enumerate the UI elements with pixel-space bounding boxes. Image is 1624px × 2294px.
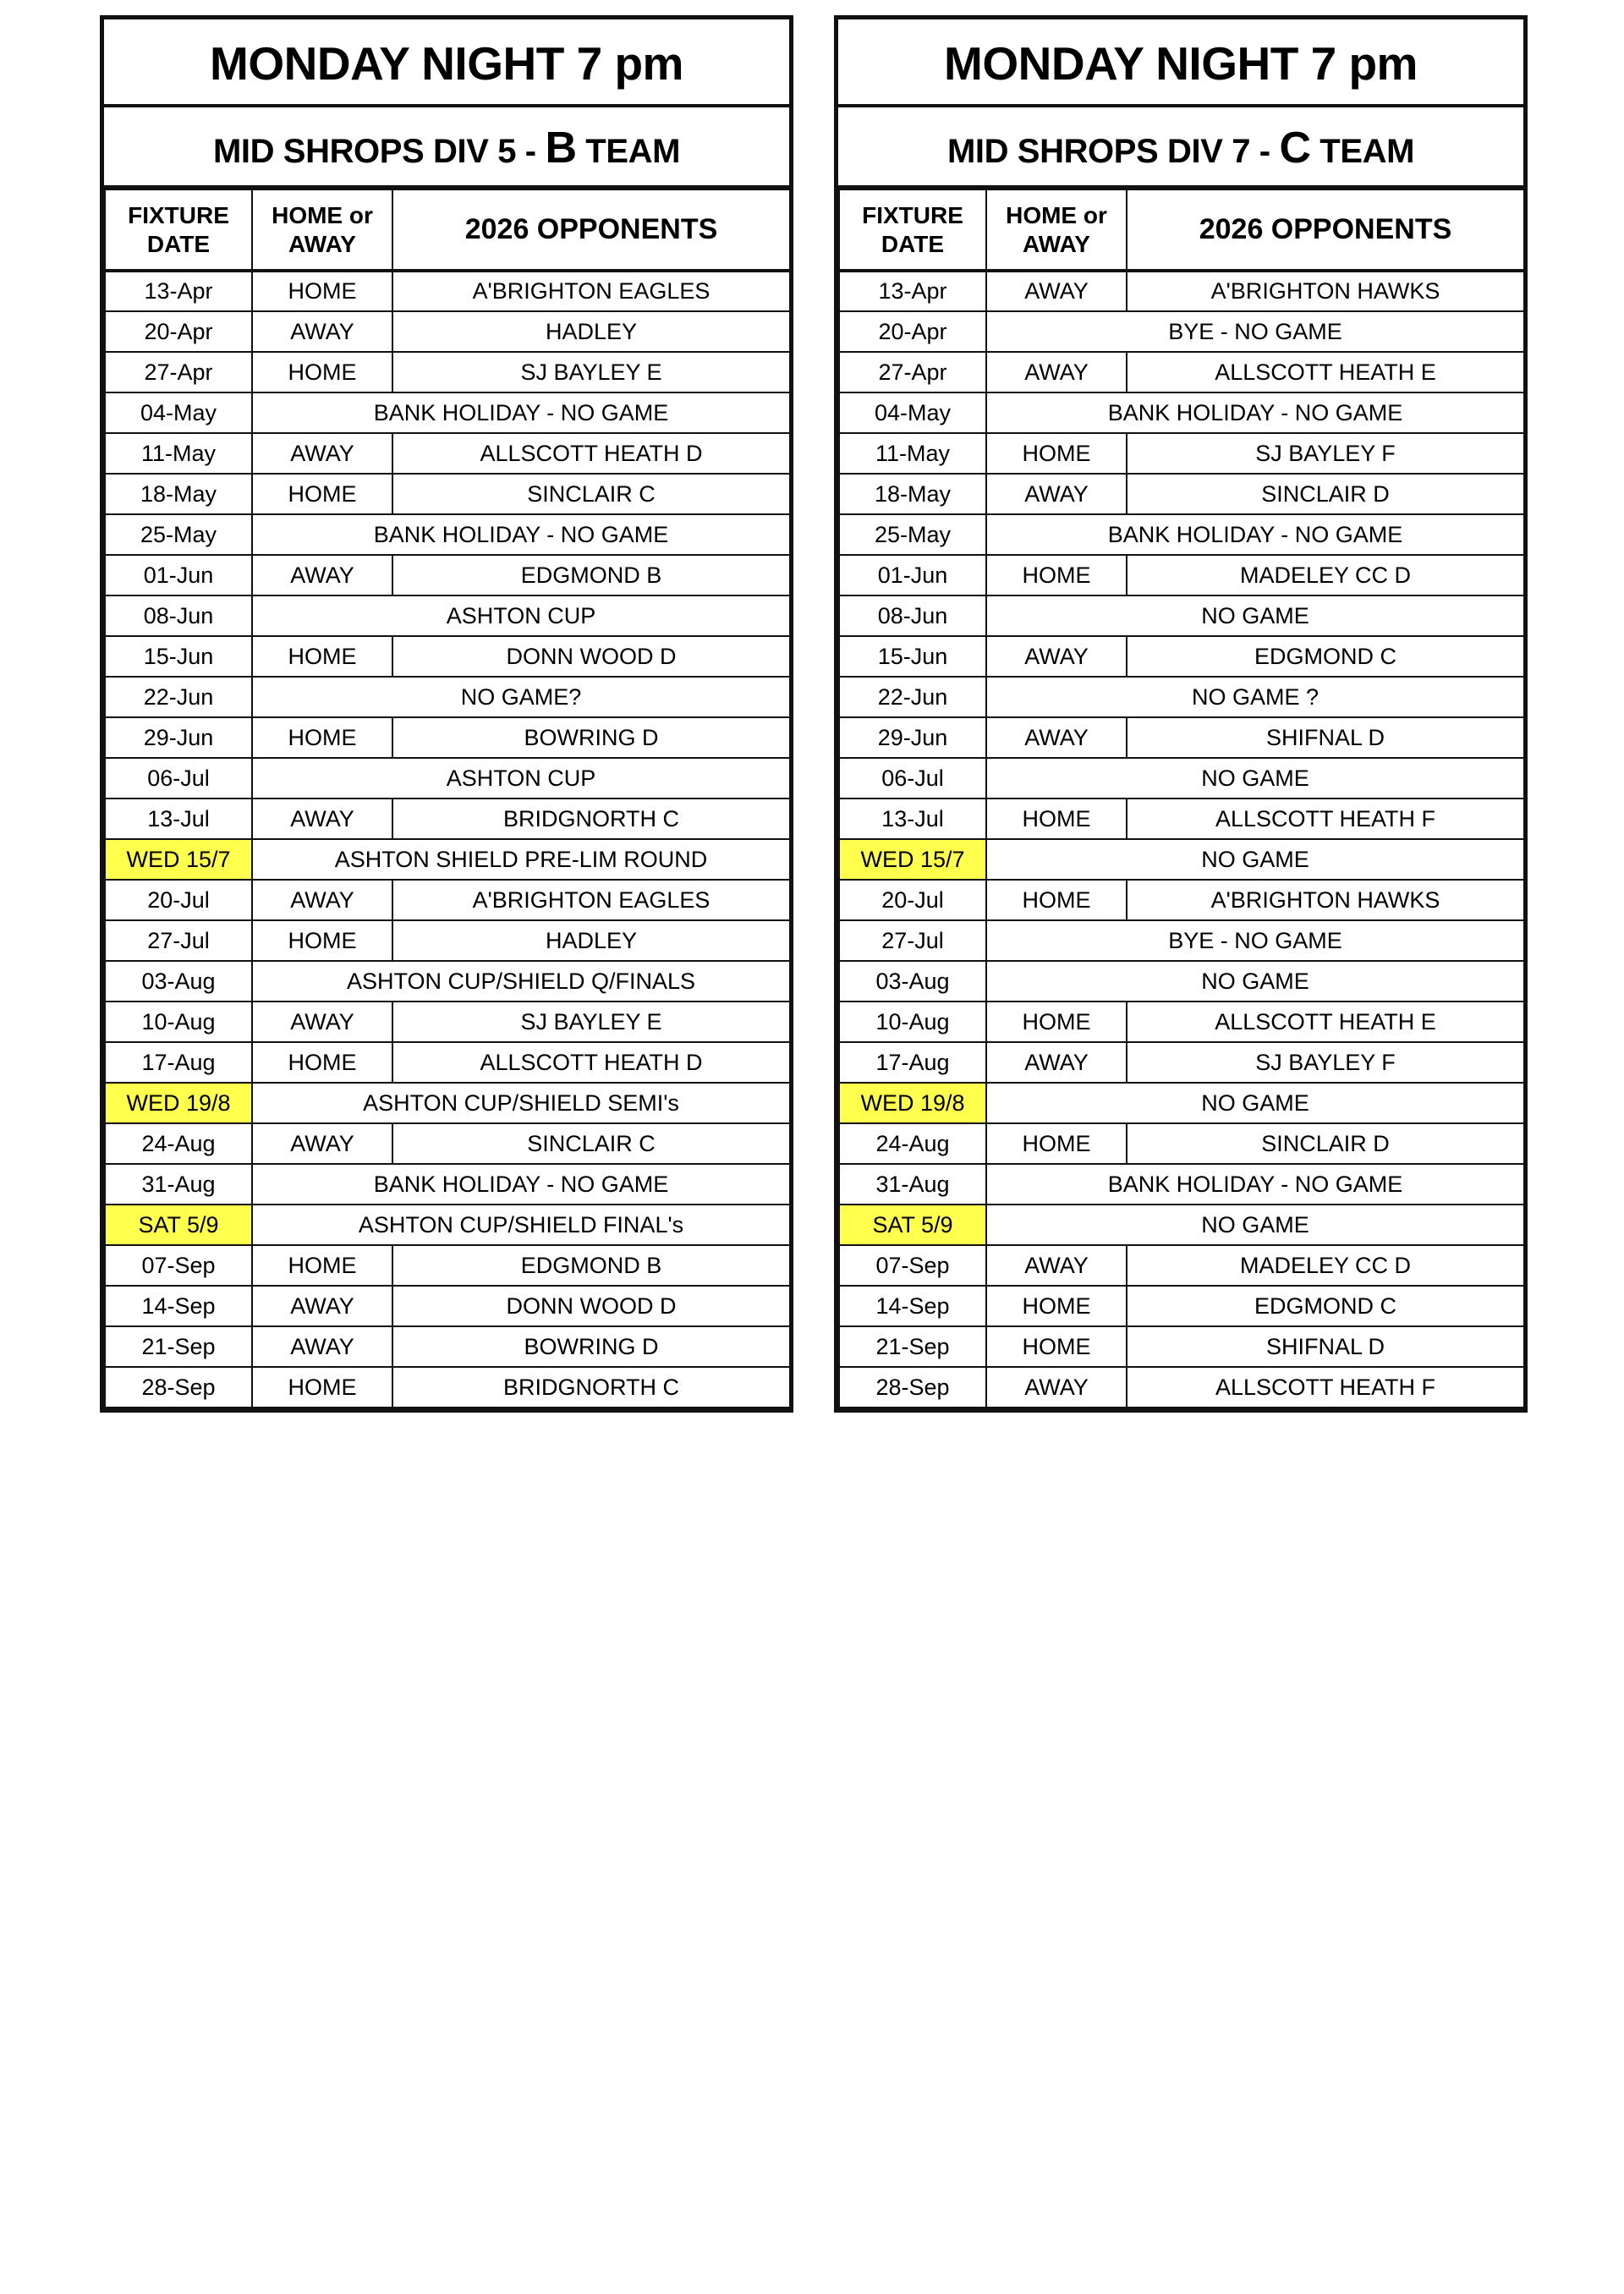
table-row [839,1123,1524,1164]
fixture-date: 13-Apr [105,271,252,311]
fixture-date: 20-Apr [105,311,252,352]
opponent-name: EDGMOND C [1127,636,1524,677]
fixture-date: 25-May [839,514,986,555]
home-or-away-value: AWAY [986,352,1127,392]
fixture-note: BYE - NO GAME [986,311,1524,352]
home-or-away-value: AWAY [986,271,1127,311]
column-header-fixture-date-line1: FIXTURE [862,202,963,229]
fixture-table [100,15,793,1413]
table-row [105,311,790,352]
table-header-row [105,189,790,271]
table-row [105,677,790,717]
fixture-date-highlighted: WED 15/7 [105,839,252,880]
fixture-date: 07-Sep [839,1245,986,1286]
opponent-name: ALLSCOTT HEATH F [1127,1367,1524,1408]
opponent-name: DONN WOOD D [392,636,790,677]
fixture-date: 14-Sep [105,1286,252,1326]
opponent-name: MADELEY CC D [1127,1245,1524,1286]
table-row [839,1245,1524,1286]
home-or-away-value: AWAY [252,1286,392,1326]
table-banner-division [838,107,1523,189]
table-row [105,595,790,636]
opponent-name: SINCLAIR C [392,474,790,514]
column-header-fixture-date-line1: FIXTURE [128,202,229,229]
column-header-home-or-away-line2: AWAY [1023,230,1090,257]
table-row [105,514,790,555]
fixture-date: 27-Apr [839,352,986,392]
division-label: MID SHROPS DIV 5 - [212,133,546,170]
fixture-date: 10-Aug [839,1002,986,1042]
fixture-date: 14-Sep [839,1286,986,1326]
fixture-date: 22-Jun [839,677,986,717]
fixture-note: ASHTON CUP/SHIELD Q/FINALS [252,961,790,1002]
table-row [105,961,790,1002]
opponent-name: SINCLAIR C [392,1123,790,1164]
opponent-name: ALLSCOTT HEATH E [1127,1002,1524,1042]
home-or-away-value: HOME [252,920,392,961]
fixture-note: NO GAME [986,839,1524,880]
table-row [105,1326,790,1367]
opponent-name: ALLSCOTT HEATH F [1127,799,1524,839]
table-row [105,758,790,799]
table-banner-night: MONDAY NIGHT 7 pm [104,19,789,107]
fixture-date: 22-Jun [105,677,252,717]
opponent-name: HADLEY [392,920,790,961]
column-header-fixture-date-line2: DATE [146,230,211,257]
table-row [105,1002,790,1042]
team-label: TEAM [576,133,681,170]
table-row [839,555,1524,595]
opponent-name: SJ BAYLEY E [392,352,790,392]
home-or-away-value: AWAY [252,433,392,474]
fixture-date: 31-Aug [105,1164,252,1205]
fixture-note: ASHTON CUP/SHIELD SEMI's [252,1083,790,1123]
team-letter: B [545,123,577,173]
table-row [105,271,790,311]
fixture-note: NO GAME [986,961,1524,1002]
home-or-away-value: AWAY [252,1002,392,1042]
fixtures-grid [838,189,1525,1408]
table-row [839,1205,1524,1245]
opponent-name: ALLSCOTT HEATH D [392,433,790,474]
home-or-away-value: AWAY [986,1245,1127,1286]
table-row [105,1286,790,1326]
fixture-date: 20-Jul [105,880,252,920]
fixture-note: ASHTON CUP/SHIELD FINAL's [252,1205,790,1245]
home-or-away-value: HOME [986,799,1127,839]
fixture-date: 04-May [839,392,986,433]
table-header-row [839,189,1524,271]
table-row [105,352,790,392]
opponent-name: SHIFNAL D [1127,717,1524,758]
column-header-fixture-date [839,189,986,271]
home-or-away-value: AWAY [986,717,1127,758]
fixture-note: BANK HOLIDAY - NO GAME [986,514,1524,555]
fixture-date: 08-Jun [839,595,986,636]
fixture-tables-container [0,15,1624,1413]
table-banner-night: MONDAY NIGHT 7 pm [838,19,1523,107]
fixture-date: 21-Sep [105,1326,252,1367]
fixture-date: 25-May [105,514,252,555]
table-row [105,1164,790,1205]
opponent-name: EDGMOND B [392,555,790,595]
table-row [839,1367,1524,1408]
table-row [839,1326,1524,1367]
home-or-away-value: AWAY [252,311,392,352]
table-row [839,474,1524,514]
fixture-note: NO GAME ? [986,677,1524,717]
fixture-date: 20-Jul [839,880,986,920]
fixture-date: 29-Jun [105,717,252,758]
fixture-date: 28-Sep [839,1367,986,1408]
fixture-date: 31-Aug [839,1164,986,1205]
table-row [839,636,1524,677]
fixture-date: 01-Jun [105,555,252,595]
table-row [839,311,1524,352]
fixture-table [834,15,1528,1413]
fixture-date: 04-May [105,392,252,433]
opponent-name: SJ BAYLEY E [392,1002,790,1042]
fixture-date-highlighted: SAT 5/9 [105,1205,252,1245]
fixture-note: BANK HOLIDAY - NO GAME [252,1164,790,1205]
opponent-name: HADLEY [392,311,790,352]
opponent-name: A'BRIGHTON HAWKS [1127,271,1524,311]
home-or-away-value: AWAY [252,880,392,920]
fixture-date: 08-Jun [105,595,252,636]
table-row [839,1002,1524,1042]
home-or-away-value: HOME [252,474,392,514]
table-row [839,392,1524,433]
table-row [839,595,1524,636]
table-row [105,1367,790,1408]
fixture-note: NO GAME [986,1083,1524,1123]
table-row [839,758,1524,799]
fixture-note: NO GAME [986,1205,1524,1245]
opponent-name: SHIFNAL D [1127,1326,1524,1367]
fixture-note: BANK HOLIDAY - NO GAME [986,392,1524,433]
fixture-date: 27-Jul [105,920,252,961]
table-row [105,1123,790,1164]
home-or-away-value: HOME [252,717,392,758]
home-or-away-value: AWAY [986,636,1127,677]
team-label: TEAM [1310,133,1415,170]
home-or-away-value: HOME [986,1123,1127,1164]
fixture-date: 15-Jun [105,636,252,677]
fixture-date-highlighted: WED 19/8 [839,1083,986,1123]
opponent-name: SINCLAIR D [1127,1123,1524,1164]
opponent-name: BOWRING D [392,717,790,758]
table-row [105,555,790,595]
fixture-date: 11-May [105,433,252,474]
table-row [105,1245,790,1286]
fixture-note: NO GAME? [252,677,790,717]
column-header-fixture-date-line2: DATE [881,230,945,257]
table-row [839,1164,1524,1205]
fixture-date: 03-Aug [105,961,252,1002]
column-header-opponents: 2026 OPPONENTS [1127,189,1524,271]
home-or-away-value: HOME [986,1002,1127,1042]
home-or-away-value: HOME [986,555,1127,595]
fixture-note: BANK HOLIDAY - NO GAME [252,392,790,433]
home-or-away-value: HOME [252,1245,392,1286]
table-row [839,1042,1524,1083]
table-row [105,799,790,839]
home-or-away-value: AWAY [252,799,392,839]
fixture-date: 17-Aug [105,1042,252,1083]
fixture-note: BYE - NO GAME [986,920,1524,961]
table-row [839,961,1524,1002]
table-row [839,717,1524,758]
table-row [839,799,1524,839]
table-banner-division [104,107,789,189]
home-or-away-value: HOME [986,1326,1127,1367]
opponent-name: A'BRIGHTON HAWKS [1127,880,1524,920]
table-row [839,271,1524,311]
fixture-note: BANK HOLIDAY - NO GAME [252,514,790,555]
table-row [839,433,1524,474]
fixtures-grid [104,189,791,1408]
opponent-name: BRIDGNORTH C [392,799,790,839]
table-row [839,514,1524,555]
home-or-away-value: HOME [986,880,1127,920]
opponent-name: ALLSCOTT HEATH D [392,1042,790,1083]
table-row [839,677,1524,717]
opponent-name: A'BRIGHTON EAGLES [392,271,790,311]
table-row [839,880,1524,920]
fixture-date: 17-Aug [839,1042,986,1083]
column-header-home-or-away-line1: HOME or [1006,202,1107,229]
table-row [105,1042,790,1083]
column-header-home-or-away-line2: AWAY [288,230,356,257]
opponent-name: A'BRIGHTON EAGLES [392,880,790,920]
fixture-date: 27-Apr [105,352,252,392]
table-row [839,1083,1524,1123]
table-row [105,920,790,961]
fixture-date: 01-Jun [839,555,986,595]
home-or-away-value: HOME [986,433,1127,474]
home-or-away-value: HOME [252,636,392,677]
fixture-date: 13-Apr [839,271,986,311]
column-header-home-or-away-line1: HOME or [272,202,373,229]
fixture-note: ASHTON CUP [252,758,790,799]
home-or-away-value: AWAY [986,474,1127,514]
opponent-name: SINCLAIR D [1127,474,1524,514]
table-row [105,839,790,880]
fixture-date: 18-May [839,474,986,514]
home-or-away-value: AWAY [252,1123,392,1164]
home-or-away-value: HOME [252,1042,392,1083]
fixture-date: 15-Jun [839,636,986,677]
fixture-note: NO GAME [986,595,1524,636]
fixture-date: 20-Apr [839,311,986,352]
table-row [839,839,1524,880]
home-or-away-value: AWAY [986,1367,1127,1408]
fixture-date: 03-Aug [839,961,986,1002]
table-row [105,474,790,514]
table-row [105,880,790,920]
fixture-date: 13-Jul [105,799,252,839]
fixture-note: ASHTON CUP [252,595,790,636]
home-or-away-value: HOME [252,271,392,311]
opponent-name: BRIDGNORTH C [392,1367,790,1408]
fixture-date: 29-Jun [839,717,986,758]
table-row [105,433,790,474]
table-row [105,636,790,677]
fixture-date-highlighted: WED 15/7 [839,839,986,880]
fixture-date: 21-Sep [839,1326,986,1367]
fixture-date: 18-May [105,474,252,514]
table-row [839,352,1524,392]
home-or-away-value: AWAY [986,1042,1127,1083]
table-row [105,1083,790,1123]
home-or-away-value: AWAY [252,555,392,595]
opponent-name: SJ BAYLEY F [1127,1042,1524,1083]
fixture-date: 07-Sep [105,1245,252,1286]
fixture-date: 24-Aug [105,1123,252,1164]
table-row [839,1286,1524,1326]
opponent-name: BOWRING D [392,1326,790,1367]
home-or-away-value: HOME [252,352,392,392]
fixture-date: 11-May [839,433,986,474]
fixture-date: 27-Jul [839,920,986,961]
fixture-note: BANK HOLIDAY - NO GAME [986,1164,1524,1205]
opponent-name: DONN WOOD D [392,1286,790,1326]
opponent-name: MADELEY CC D [1127,555,1524,595]
fixture-date-highlighted: WED 19/8 [105,1083,252,1123]
table-row [105,1205,790,1245]
home-or-away-value: HOME [252,1367,392,1408]
fixture-date: 10-Aug [105,1002,252,1042]
opponent-name: EDGMOND C [1127,1286,1524,1326]
column-header-fixture-date [105,189,252,271]
fixture-date-highlighted: SAT 5/9 [839,1205,986,1245]
opponent-name: EDGMOND B [392,1245,790,1286]
column-header-home-or-away [986,189,1127,271]
opponent-name: SJ BAYLEY F [1127,433,1524,474]
table-row [105,392,790,433]
division-label: MID SHROPS DIV 7 - [946,133,1280,170]
table-row [105,717,790,758]
fixture-date: 06-Jul [839,758,986,799]
fixture-date: 13-Jul [839,799,986,839]
fixture-date: 28-Sep [105,1367,252,1408]
table-row [839,920,1524,961]
home-or-away-value: HOME [986,1286,1127,1326]
fixture-date: 06-Jul [105,758,252,799]
fixture-note: ASHTON SHIELD PRE-LIM ROUND [252,839,790,880]
home-or-away-value: AWAY [252,1326,392,1367]
fixture-note: NO GAME [986,758,1524,799]
column-header-home-or-away [252,189,392,271]
column-header-opponents: 2026 OPPONENTS [392,189,790,271]
fixture-date: 24-Aug [839,1123,986,1164]
team-letter: C [1279,123,1311,173]
opponent-name: ALLSCOTT HEATH E [1127,352,1524,392]
